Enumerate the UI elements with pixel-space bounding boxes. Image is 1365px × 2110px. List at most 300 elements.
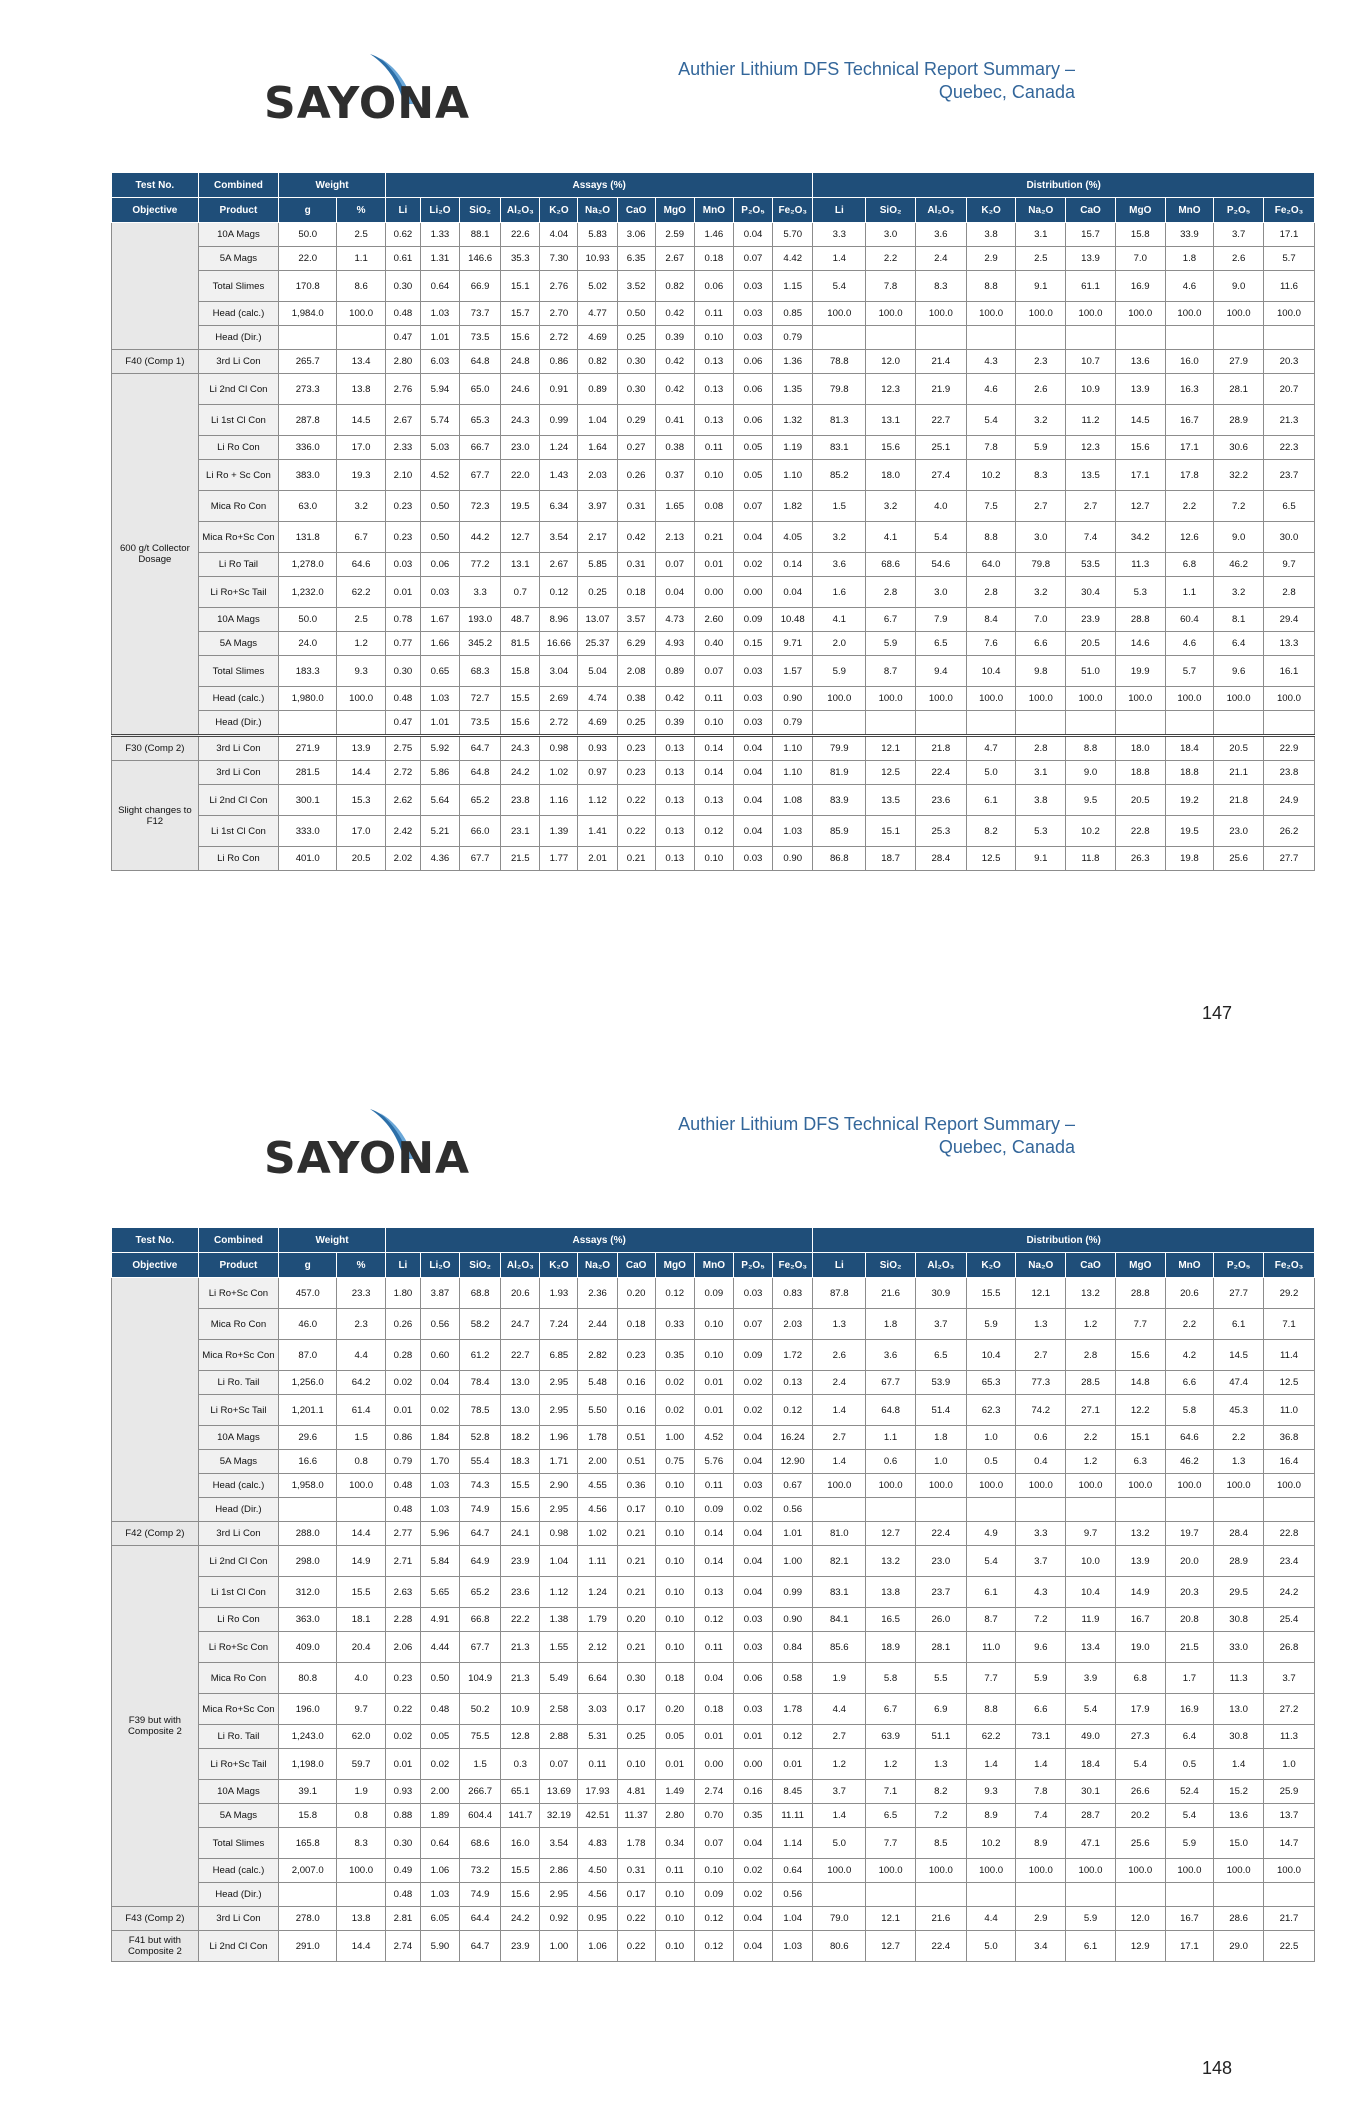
dist-cell: 79.9 [813, 736, 866, 761]
assay-cell: 0.03 [733, 1474, 772, 1498]
dist-cell: 15.8 [1115, 223, 1165, 247]
weight-g-cell: 1,201.1 [279, 1395, 337, 1426]
dist-cell: 21.6 [866, 1278, 916, 1309]
dist-cell: 2.0 [813, 632, 866, 656]
assay-cell: 0.10 [617, 1749, 655, 1780]
assay-cell: 1.93 [540, 1278, 578, 1309]
assay-cell: 21.3 [501, 1663, 540, 1694]
assay-cell: 0.12 [694, 1907, 733, 1931]
assay-cell: 0.25 [617, 326, 655, 350]
dist-cell: 14.9 [1115, 1577, 1165, 1608]
product-cell: Head (Dir.) [198, 1498, 278, 1522]
dist-cell: 22.8 [1115, 816, 1165, 847]
dist-cell: 20.6 [1165, 1278, 1214, 1309]
table-row [112, 436, 1315, 460]
assay-cell: 0.90 [773, 687, 813, 711]
dist-cell: 3.7 [1214, 223, 1264, 247]
dist-cell: 16.7 [1165, 405, 1214, 436]
product-cell: Head (Dir.) [198, 326, 278, 350]
assay-cell: 23.9 [501, 1546, 540, 1577]
weight-pct-cell: 9.3 [337, 656, 386, 687]
dist-cell: 3.2 [866, 491, 916, 522]
dist-cell: 73.1 [1016, 1725, 1066, 1749]
objective-cell: 600 g/t Collector Dosage [112, 374, 199, 736]
objective-cell [112, 1278, 199, 1522]
sayona-logo [264, 1107, 471, 1187]
assay-cell: 345.2 [460, 632, 501, 656]
dist-cell: 16.5 [866, 1608, 916, 1632]
weight-g-cell: 287.8 [279, 405, 337, 436]
assay-cell: 0.20 [655, 1694, 694, 1725]
assay-cell: 0.3 [501, 1749, 540, 1780]
assay-cell: 66.7 [460, 436, 501, 460]
dist-cell: 6.6 [1016, 632, 1066, 656]
assay-cell: 0.26 [385, 1309, 420, 1340]
dist-cell: 17.8 [1165, 460, 1214, 491]
assay-cell: 0.31 [617, 491, 655, 522]
weight-pct-cell: 1.9 [337, 1780, 386, 1804]
assay-cell: 2.06 [385, 1632, 420, 1663]
assay-cell: 22.0 [501, 460, 540, 491]
dist-cell: 18.4 [1165, 736, 1214, 761]
assay-cell: 0.41 [655, 405, 694, 436]
assay-cell: 0.42 [655, 374, 694, 405]
assay-cell: 0.06 [733, 1663, 772, 1694]
assay-cell: 10.9 [501, 1694, 540, 1725]
assay-cell: 5.02 [578, 271, 617, 302]
hdr-dist-col: MgO [1115, 198, 1165, 223]
dist-cell: 100.0 [1016, 1859, 1066, 1883]
dist-cell: 20.5 [1066, 632, 1116, 656]
dist-cell: 9.4 [915, 656, 966, 687]
dist-cell: 30.6 [1214, 436, 1264, 460]
assay-cell: 0.04 [733, 1426, 772, 1450]
assay-cell: 0.25 [617, 1725, 655, 1749]
dist-cell: 7.4 [1066, 522, 1116, 553]
dist-cell: 14.6 [1115, 632, 1165, 656]
product-cell: 5A Mags [198, 1804, 278, 1828]
assay-cell: 1.89 [420, 1804, 459, 1828]
assay-cell: 7.24 [540, 1309, 578, 1340]
assay-cell: 2.80 [385, 350, 420, 374]
dist-cell: 6.1 [1214, 1309, 1264, 1340]
assay-cell: 0.17 [617, 1883, 655, 1907]
hdr-dist-col: P₂O₅ [1214, 1253, 1264, 1278]
dist-cell: 15.6 [1115, 1340, 1165, 1371]
assay-cell: 58.2 [460, 1309, 501, 1340]
assay-cell: 3.54 [540, 1828, 578, 1859]
assay-cell: 0.16 [617, 1395, 655, 1426]
dist-cell: 1.4 [813, 1804, 866, 1828]
hdr-combined: Combined [198, 1228, 278, 1253]
hdr-weight: Weight [279, 173, 386, 198]
assay-cell: 0.04 [694, 1663, 733, 1694]
dist-cell: 100.0 [1115, 302, 1165, 326]
dist-cell: 21.8 [1214, 785, 1264, 816]
dist-cell: 8.7 [966, 1608, 1016, 1632]
dist-cell: 79.8 [1016, 553, 1066, 577]
assay-cell: 0.02 [733, 1859, 772, 1883]
assay-cell: 0.50 [420, 1663, 459, 1694]
dist-cell: 8.3 [915, 271, 966, 302]
dist-cell: 20.0 [1165, 1546, 1214, 1577]
weight-pct-cell: 100.0 [337, 302, 386, 326]
assay-cell: 3.97 [578, 491, 617, 522]
assay-cell: 1.03 [773, 816, 813, 847]
assay-cell: 0.91 [540, 374, 578, 405]
dist-cell [1165, 1498, 1214, 1522]
dist-cell: 86.8 [813, 847, 866, 871]
assay-cell: 0.56 [773, 1883, 813, 1907]
assay-cell: 23.0 [501, 436, 540, 460]
assay-cell: 0.85 [773, 302, 813, 326]
dist-cell: 1.2 [813, 1749, 866, 1780]
assay-cell: 0.13 [694, 1577, 733, 1608]
weight-g-cell: 298.0 [279, 1546, 337, 1577]
weight-pct-cell: 23.3 [337, 1278, 386, 1309]
assay-cell: 13.0 [501, 1371, 540, 1395]
assay-cell: 4.83 [578, 1828, 617, 1859]
dist-cell: 22.8 [1263, 1522, 1314, 1546]
dist-cell: 6.4 [1165, 1725, 1214, 1749]
dist-cell: 22.9 [1263, 736, 1314, 761]
dist-cell: 1.1 [1165, 577, 1214, 608]
dist-cell: 27.3 [1115, 1725, 1165, 1749]
dist-cell: 19.7 [1165, 1522, 1214, 1546]
dist-cell: 21.9 [915, 374, 966, 405]
table-row [112, 326, 1315, 350]
assay-cell: 0.84 [773, 1632, 813, 1663]
assay-cell: 7.30 [540, 247, 578, 271]
dist-cell: 5.4 [966, 405, 1016, 436]
dist-cell: 83.1 [813, 1577, 866, 1608]
assay-cell: 0.11 [655, 1859, 694, 1883]
table-row [112, 1498, 1315, 1522]
assay-cell: 0.16 [617, 1371, 655, 1395]
assay-cell: 1.16 [540, 785, 578, 816]
dist-cell: 16.3 [1165, 374, 1214, 405]
dist-cell: 23.7 [915, 1577, 966, 1608]
assay-cell: 3.03 [578, 1694, 617, 1725]
dist-cell: 10.4 [966, 656, 1016, 687]
logo-text: SAYONA [264, 78, 471, 129]
assay-cell: 266.7 [460, 1780, 501, 1804]
table-row [112, 736, 1315, 761]
assay-cell: 0.17 [617, 1498, 655, 1522]
weight-pct-cell: 14.4 [337, 1522, 386, 1546]
dist-cell: 4.6 [966, 374, 1016, 405]
assay-cell: 2.72 [385, 761, 420, 785]
dist-cell: 1.3 [1214, 1450, 1264, 1474]
dist-cell: 23.8 [1263, 761, 1314, 785]
assay-cell: 0.67 [773, 1474, 813, 1498]
hdr-product: Product [198, 198, 278, 223]
dist-cell [813, 1498, 866, 1522]
assay-cell: 3.06 [617, 223, 655, 247]
dist-cell: 3.2 [1214, 577, 1264, 608]
assay-cell: 66.8 [460, 1608, 501, 1632]
dist-cell: 9.5 [1066, 785, 1116, 816]
assay-cell: 2.01 [578, 847, 617, 871]
weight-g-cell: 80.8 [279, 1663, 337, 1694]
dist-cell: 1.4 [813, 1395, 866, 1426]
dist-cell: 9.0 [1066, 761, 1116, 785]
assay-cell: 2.70 [540, 302, 578, 326]
dist-cell: 18.8 [1165, 761, 1214, 785]
weight-g-cell: 63.0 [279, 491, 337, 522]
assay-cell: 0.93 [578, 736, 617, 761]
dist-cell: 4.1 [866, 522, 916, 553]
dist-cell: 13.9 [1115, 1546, 1165, 1577]
assay-cell: 66.0 [460, 816, 501, 847]
assay-cell: 0.64 [773, 1859, 813, 1883]
assay-cell: 0.01 [694, 1725, 733, 1749]
dist-cell: 81.0 [813, 1522, 866, 1546]
assay-cell: 6.85 [540, 1340, 578, 1371]
weight-g-cell: 281.5 [279, 761, 337, 785]
assay-cell: 0.90 [773, 847, 813, 871]
assay-cell: 52.8 [460, 1426, 501, 1450]
dist-cell: 100.0 [1263, 1859, 1314, 1883]
assay-cell: 0.10 [694, 460, 733, 491]
dist-cell: 12.3 [1066, 436, 1116, 460]
hdr-dist-col: K₂O [966, 198, 1016, 223]
weight-pct-cell: 8.6 [337, 271, 386, 302]
dist-cell: 13.2 [866, 1546, 916, 1577]
assay-cell: 0.13 [694, 374, 733, 405]
assay-cell: 5.85 [578, 553, 617, 577]
assay-cell: 1.43 [540, 460, 578, 491]
assay-cell: 2.88 [540, 1725, 578, 1749]
table-row [112, 687, 1315, 711]
assay-cell: 0.09 [694, 1498, 733, 1522]
assay-cell: 4.50 [578, 1859, 617, 1883]
assay-cell: 18.2 [501, 1426, 540, 1450]
dist-cell: 100.0 [966, 1859, 1016, 1883]
assay-cell: 64.8 [460, 350, 501, 374]
assay-cell: 74.9 [460, 1498, 501, 1522]
weight-pct-cell [337, 326, 386, 350]
assay-cell: 15.6 [501, 1498, 540, 1522]
table-row [112, 1577, 1315, 1608]
dist-cell: 7.8 [1016, 1780, 1066, 1804]
dist-cell: 5.4 [966, 1546, 1016, 1577]
dist-cell: 1.0 [966, 1426, 1016, 1450]
assay-cell: 10.93 [578, 247, 617, 271]
dist-cell: 12.2 [1115, 1395, 1165, 1426]
table-row [112, 1804, 1315, 1828]
dist-cell: 4.2 [1165, 1340, 1214, 1371]
assay-cell: 0.01 [733, 1725, 772, 1749]
report-title-line2: Quebec, Canada [938, 1137, 1075, 1157]
dist-cell [866, 1883, 916, 1907]
product-cell: Li Ro Con [198, 436, 278, 460]
assay-cell: 1.41 [578, 816, 617, 847]
assay-cell: 0.93 [385, 1780, 420, 1804]
dist-cell [1263, 1498, 1314, 1522]
assay-cell: 1.10 [773, 736, 813, 761]
dist-cell: 32.2 [1214, 460, 1264, 491]
assay-cell: 12.7 [501, 522, 540, 553]
dist-cell [1066, 711, 1116, 736]
assay-cell: 22.6 [501, 223, 540, 247]
dist-cell: 10.4 [966, 1340, 1016, 1371]
objective-cell: F39 but with Composite 2 [112, 1546, 199, 1907]
dist-cell: 23.6 [915, 785, 966, 816]
weight-g-cell: 39.1 [279, 1780, 337, 1804]
dist-cell: 13.1 [866, 405, 916, 436]
assay-cell: 24.7 [501, 1309, 540, 1340]
dist-cell: 100.0 [813, 1859, 866, 1883]
dist-cell: 4.3 [966, 350, 1016, 374]
assay-cell: 0.15 [733, 632, 772, 656]
dist-cell [1165, 711, 1214, 736]
assay-cell: 2.71 [385, 1546, 420, 1577]
assay-cell: 2.95 [540, 1395, 578, 1426]
hdr-assay-col: SiO₂ [460, 198, 501, 223]
table-row [112, 302, 1315, 326]
assay-cell: 0.42 [617, 522, 655, 553]
assay-cell: 0.30 [617, 374, 655, 405]
assay-cell: 0.04 [420, 1371, 459, 1395]
weight-g-cell: 24.0 [279, 632, 337, 656]
dist-cell: 18.8 [1115, 761, 1165, 785]
assay-cell: 2.72 [540, 326, 578, 350]
dist-cell: 100.0 [1165, 1859, 1214, 1883]
assay-cell: 0.14 [694, 736, 733, 761]
table-row [112, 1450, 1315, 1474]
dist-cell: 11.8 [1066, 847, 1116, 871]
assay-cell: 64.7 [460, 1931, 501, 1962]
assay-cell: 0.48 [385, 1498, 420, 1522]
dist-cell: 4.6 [1165, 271, 1214, 302]
dist-cell: 1.4 [813, 247, 866, 271]
dist-cell: 80.6 [813, 1931, 866, 1962]
dist-cell [1214, 1498, 1264, 1522]
table-row [112, 1828, 1315, 1859]
dist-cell: 13.6 [1214, 1804, 1264, 1828]
assay-cell: 0.03 [420, 577, 459, 608]
dist-cell: 22.5 [1263, 1931, 1314, 1962]
product-cell: Head (calc.) [198, 687, 278, 711]
assay-cell: 0.98 [540, 736, 578, 761]
assay-cell: 0.33 [655, 1309, 694, 1340]
dist-cell: 16.0 [1165, 350, 1214, 374]
table-row [112, 1522, 1315, 1546]
dist-cell: 2.4 [813, 1371, 866, 1395]
dist-cell: 100.0 [1066, 1474, 1116, 1498]
assay-cell: 4.93 [655, 632, 694, 656]
assay-cell: 1.03 [773, 1931, 813, 1962]
assay-cell: 0.10 [655, 1931, 694, 1962]
table-row [112, 460, 1315, 491]
dist-cell: 0.5 [1165, 1749, 1214, 1780]
dist-cell: 20.3 [1263, 350, 1314, 374]
assay-cell: 0.07 [694, 1828, 733, 1859]
dist-cell: 11.0 [966, 1632, 1016, 1663]
assay-cell: 0.22 [385, 1694, 420, 1725]
report-title-line1: Authier Lithium DFS Technical Report Summary – [678, 1114, 1075, 1134]
dist-cell: 2.3 [1016, 350, 1066, 374]
dist-cell: 24.2 [1263, 1577, 1314, 1608]
dist-cell [1263, 326, 1314, 350]
assay-cell: 65.1 [501, 1780, 540, 1804]
assay-cell: 4.56 [578, 1498, 617, 1522]
assay-cell: 0.04 [733, 522, 772, 553]
assay-cell: 6.35 [617, 247, 655, 271]
assay-cell: 19.5 [501, 491, 540, 522]
assay-cell: 1.15 [773, 271, 813, 302]
dist-cell: 100.0 [1016, 302, 1066, 326]
assay-cell: 1.64 [578, 436, 617, 460]
weight-g-cell: 457.0 [279, 1278, 337, 1309]
product-cell: Li Ro+Sc Con [198, 1632, 278, 1663]
assay-cell: 25.37 [578, 632, 617, 656]
dist-cell: 47.4 [1214, 1371, 1264, 1395]
weight-pct-cell: 64.2 [337, 1371, 386, 1395]
dist-cell [1016, 1883, 1066, 1907]
weight-g-cell: 196.0 [279, 1694, 337, 1725]
assay-cell: 77.2 [460, 553, 501, 577]
dist-cell: 27.4 [915, 460, 966, 491]
assay-cell: 1.03 [420, 1474, 459, 1498]
assay-cell: 2.81 [385, 1907, 420, 1931]
table-row [112, 608, 1315, 632]
assay-cell: 0.01 [773, 1749, 813, 1780]
assay-cell: 2.60 [694, 608, 733, 632]
weight-pct-cell: 17.0 [337, 816, 386, 847]
weight-pct-cell: 62.2 [337, 577, 386, 608]
assay-cell: 1.03 [420, 1498, 459, 1522]
assay-cell: 23.9 [501, 1931, 540, 1962]
assay-cell: 0.25 [617, 711, 655, 736]
dist-cell [966, 1883, 1016, 1907]
assay-cell: 1.01 [420, 711, 459, 736]
assay-cell: 0.03 [733, 1632, 772, 1663]
dist-cell: 100.0 [866, 1859, 916, 1883]
assay-cell: 22.2 [501, 1608, 540, 1632]
hdr-combined: Combined [198, 173, 278, 198]
assay-cell: 2.03 [773, 1309, 813, 1340]
weight-g-cell: 1,958.0 [279, 1474, 337, 1498]
dist-cell: 13.7 [1263, 1804, 1314, 1828]
objective-cell: F40 (Comp 1) [112, 350, 199, 374]
dist-cell: 20.7 [1263, 374, 1314, 405]
assay-cell: 0.30 [617, 350, 655, 374]
assay-cell: 2.86 [540, 1859, 578, 1883]
assay-cell: 3.3 [460, 577, 501, 608]
assay-cell: 0.12 [773, 1395, 813, 1426]
assay-cell: 0.21 [617, 1577, 655, 1608]
table-row [112, 223, 1315, 247]
page-148 [0, 1055, 1365, 2110]
assay-cell: 12.90 [773, 1450, 813, 1474]
assay-cell: 0.79 [773, 711, 813, 736]
assay-cell: 2.74 [694, 1780, 733, 1804]
report-title [678, 1113, 1075, 1159]
assay-cell: 0.99 [773, 1577, 813, 1608]
weight-pct-cell [337, 711, 386, 736]
dist-cell [1165, 326, 1214, 350]
dist-cell: 82.1 [813, 1546, 866, 1577]
hdr-test-no: Test No. [112, 173, 199, 198]
dist-cell: 11.4 [1263, 1340, 1314, 1371]
assay-cell: 1.19 [773, 436, 813, 460]
assay-cell: 0.07 [540, 1749, 578, 1780]
assay-cell: 1.33 [420, 223, 459, 247]
weight-pct-cell: 100.0 [337, 1859, 386, 1883]
dist-cell: 18.0 [866, 460, 916, 491]
